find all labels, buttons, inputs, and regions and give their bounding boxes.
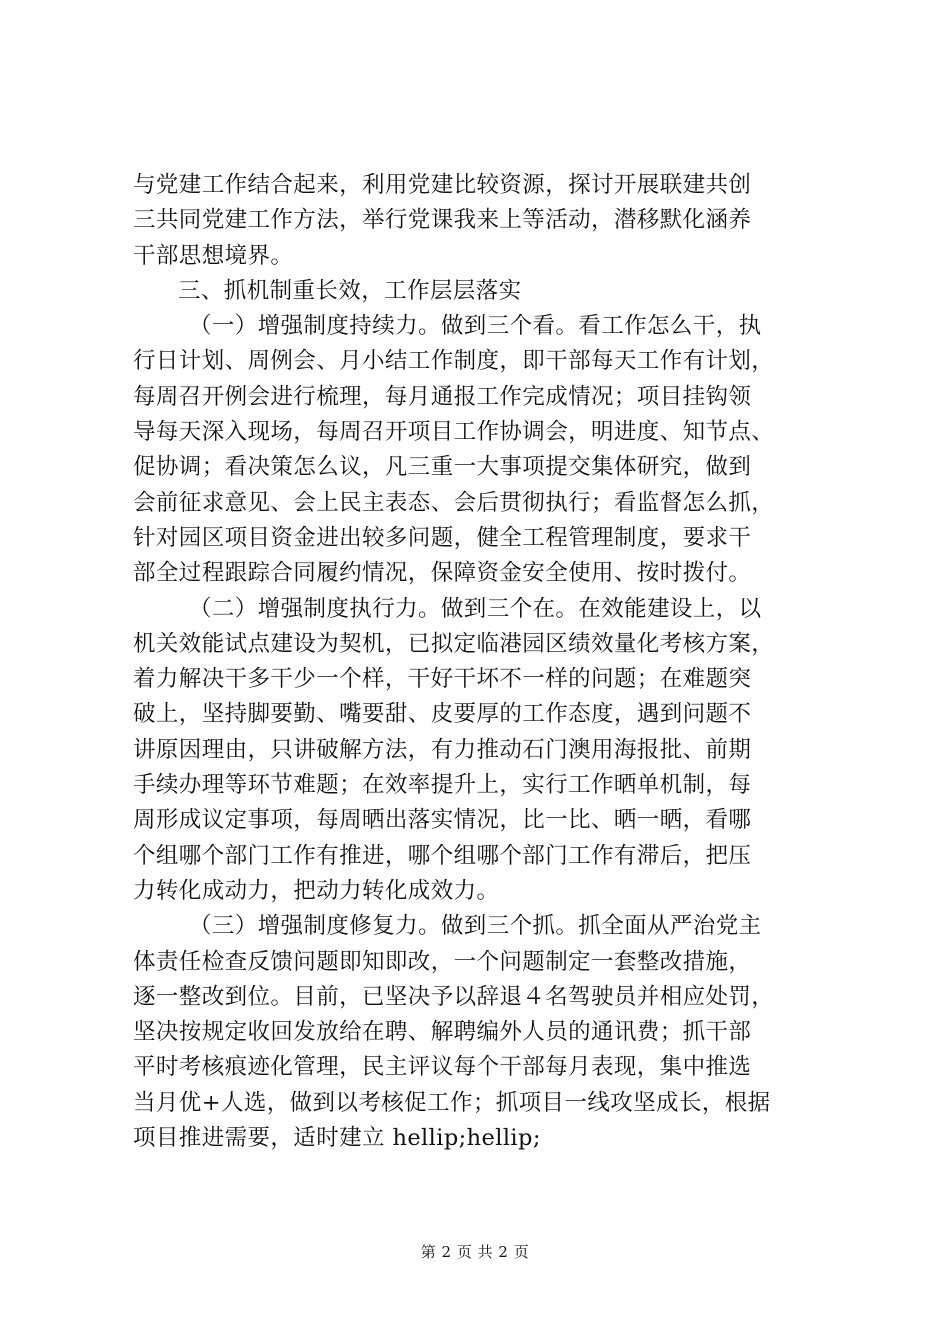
body-line: 体责任检查反馈问题即知即改，一个问题制定一套整改措施， <box>133 948 752 975</box>
body-line: 破上，坚持脚要勤、嘴要甜、皮要厚的工作态度，遇到问题不 <box>133 701 752 728</box>
body-line: 坚决按规定收回发放给在聘、解聘编外人员的通讯费；抓干部 <box>133 1019 752 1046</box>
paragraph-start-line: （三）增强制度修复力。做到三个抓。抓全面从严治党主 <box>189 913 762 940</box>
body-line: 部全过程跟踪合同履约情况，保障资金安全使用、按时拨付。 <box>133 560 752 587</box>
body-line: 手续办理等环节难题；在效率提升上，实行工作晒单机制，每 <box>133 772 752 799</box>
body-line: 当月优+人选，做到以考核促工作；抓项目一线攻坚成长，根据 <box>133 1089 771 1116</box>
body-line: 导每天深入现场，每周召开项目工作协调会，明进度、知节点、 <box>133 419 775 446</box>
document-body <box>133 168 833 1156</box>
paragraph-start-line: （一）增强制度持续力。做到三个看。看工作怎么干，执 <box>189 313 762 340</box>
body-line: 每周召开例会进行梳理，每月通报工作完成情况；项目挂钩领 <box>133 383 752 410</box>
body-line: 周形成议定事项，每周晒出落实情况，比一比、晒一晒，看哪 <box>133 807 752 834</box>
body-line: 针对园区项目资金进出较多问题，健全工程管理制度，要求干 <box>133 524 752 551</box>
page-number-footer: 第 2 页 共 2 页 <box>420 1243 530 1261</box>
body-line: 平时考核痕迹化管理，民主评议每个干部每月表现，集中推选 <box>133 1054 752 1081</box>
body-line: 行日计划、周例会、月小结工作制度，即干部每天工作有计划， <box>133 348 775 375</box>
body-line: 力转化成动力，把动力转化成效力。 <box>133 877 500 904</box>
body-line: 逐一整改到位。目前，已坚决予以辞退４名驾驶员并相应处罚， <box>133 983 775 1010</box>
body-line: 机关效能试点建设为契机，已拟定临港园区绩效量化考核方案， <box>133 630 775 657</box>
paragraph-start-line: （二）增强制度执行力。做到三个在。在效能建设上，以 <box>189 595 762 622</box>
body-line: 三共同党建工作方法，举行党课我来上等活动，潜移默化涵养 <box>133 207 752 234</box>
body-line: 项目推进需要，适时建立 hellip;hellip; <box>133 1125 541 1152</box>
body-line: 讲原因理由，只讲破解方法，有力推动石门澳用海报批、前期 <box>133 736 752 763</box>
section-heading: 三、抓机制重长效，工作层层落实 <box>178 277 522 304</box>
body-line: 个组哪个部门工作有推进，哪个组哪个部门工作有滞后，把压 <box>133 842 752 869</box>
body-line: 会前征求意见、会上民主表态、会后贯彻执行；看监督怎么抓， <box>133 489 775 516</box>
body-line: 促协调；看决策怎么议，凡三重一大事项提交集体研究，做到 <box>133 454 752 481</box>
body-line: 着力解决干多干少一个样，干好干坏不一样的问题；在难题突 <box>133 666 752 693</box>
body-line: 与党建工作结合起来，利用党建比较资源，探讨开展联建共创 <box>133 172 752 198</box>
body-line: 干部思想境界。 <box>133 242 294 269</box>
